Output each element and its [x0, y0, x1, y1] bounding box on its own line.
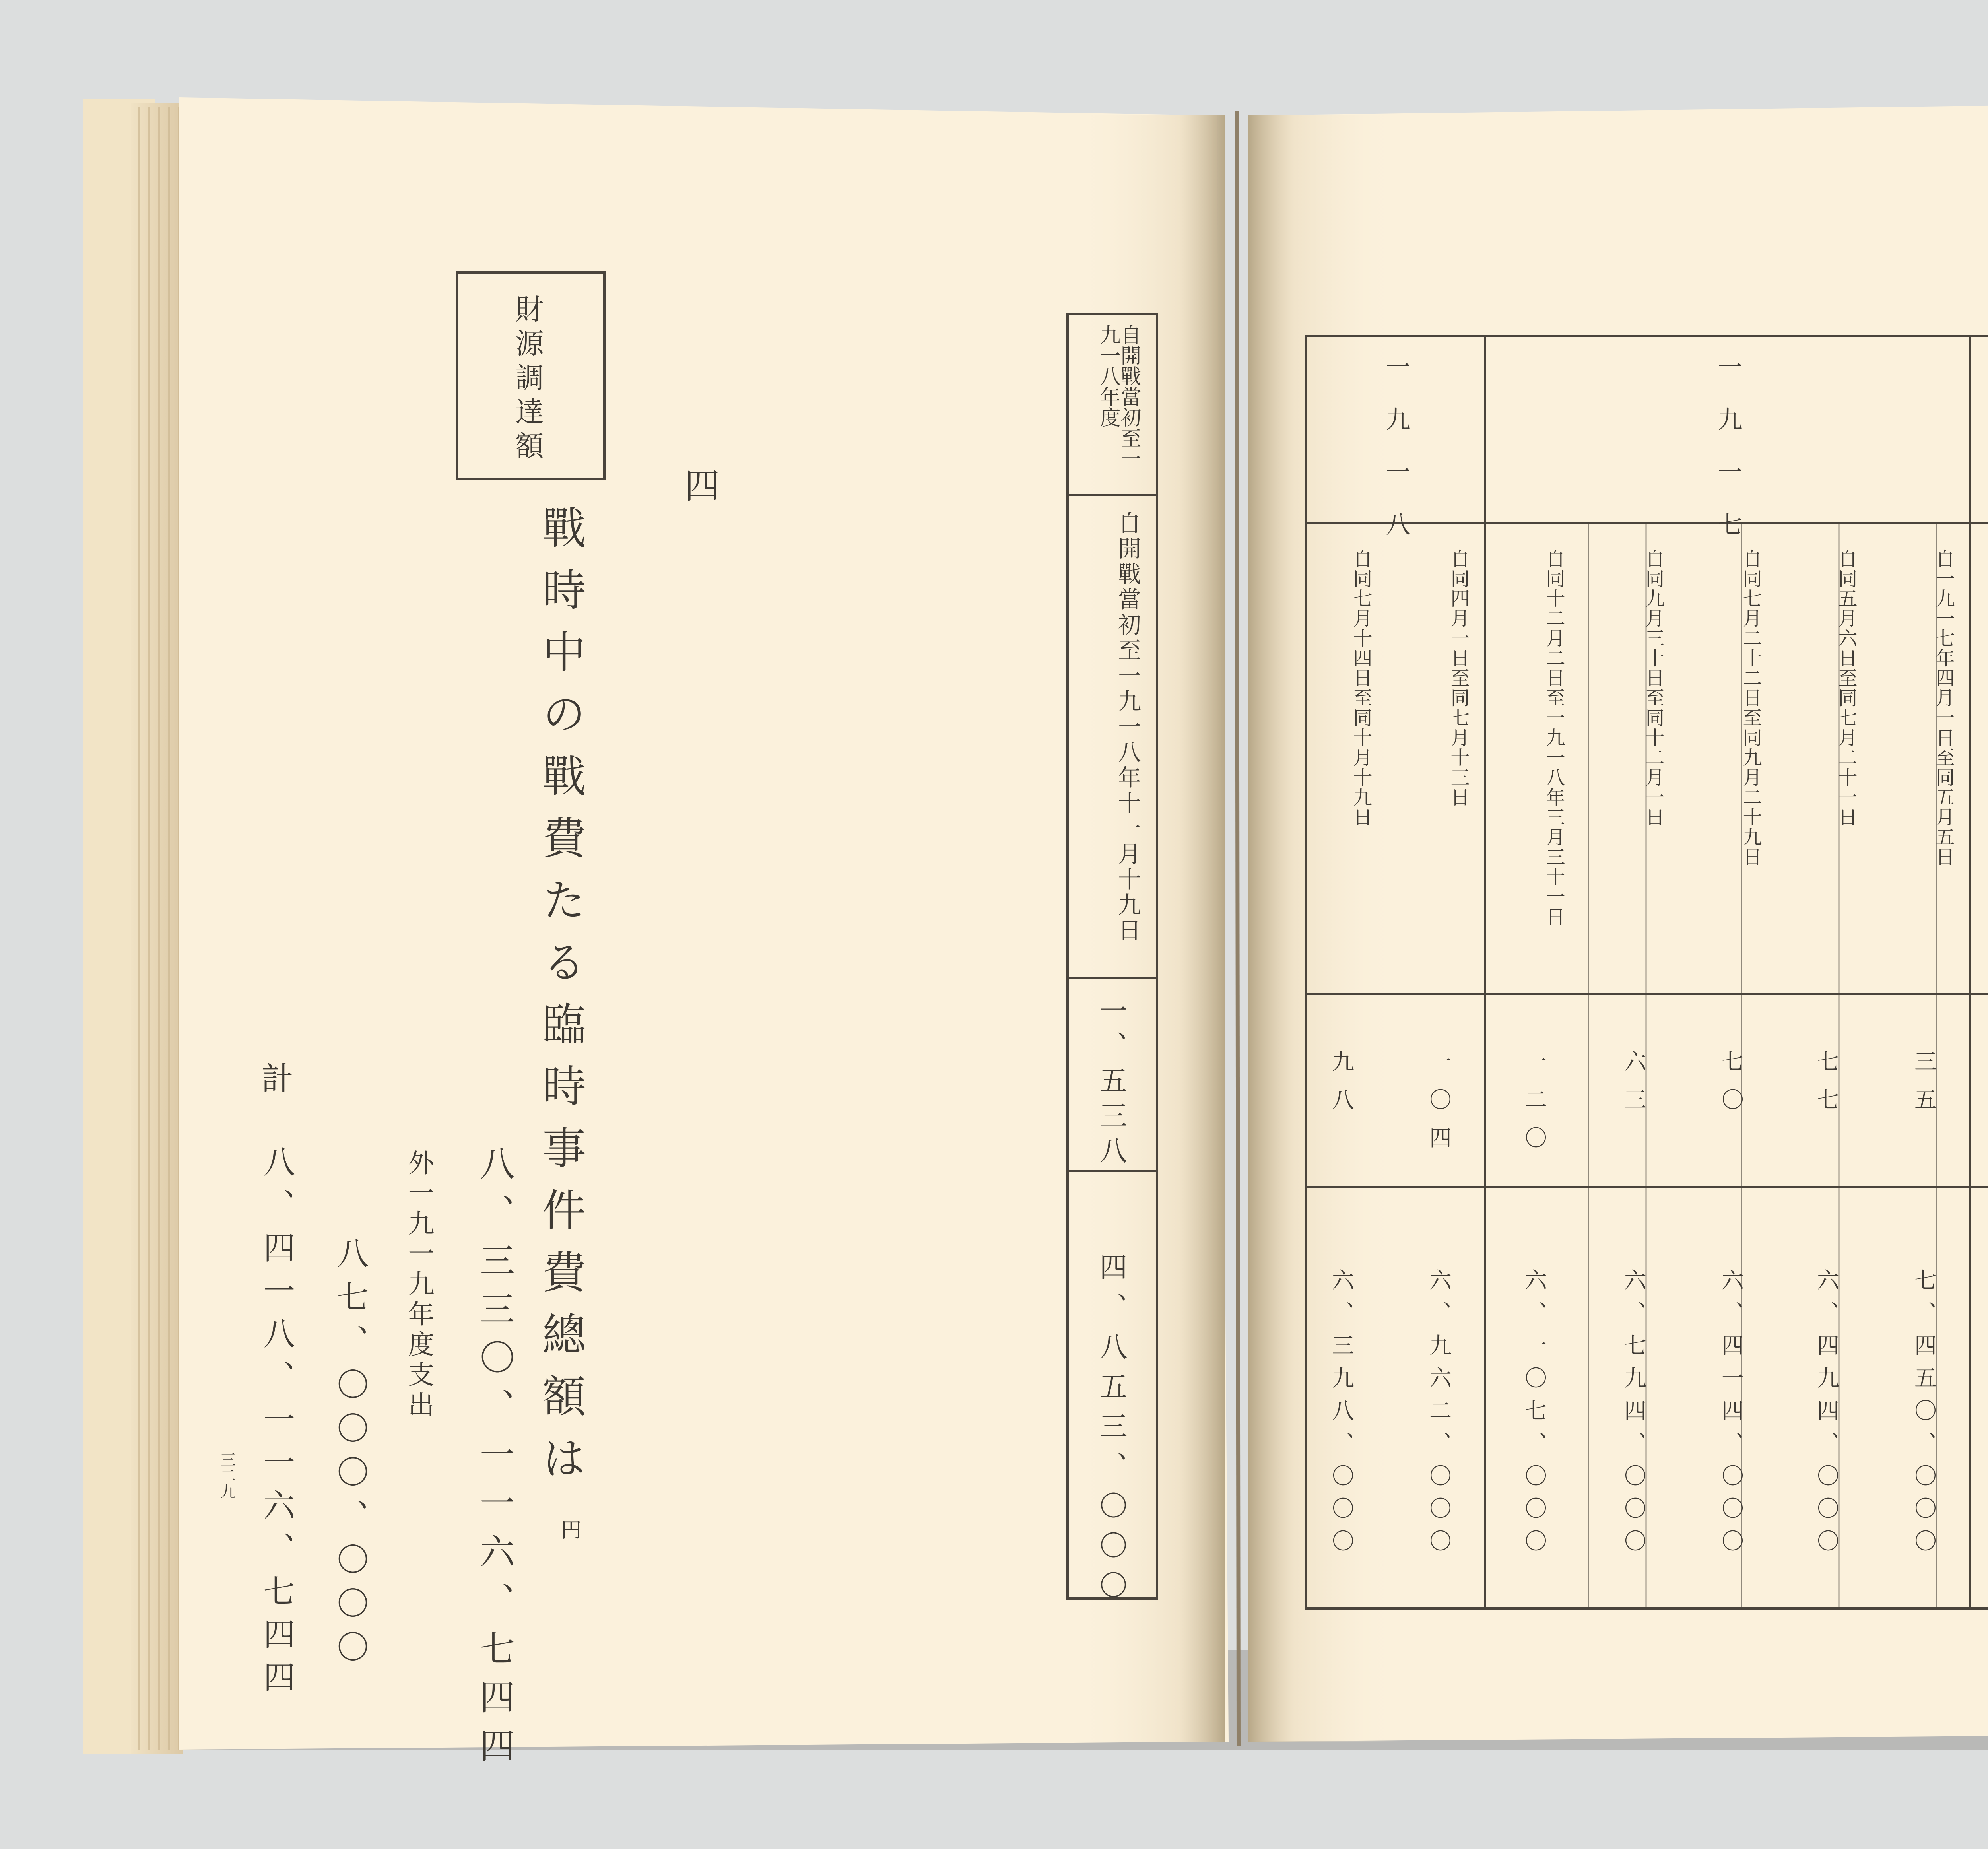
- period-cell: 自同七月十四日至同十月十九日: [1350, 549, 1372, 827]
- daily-cell: 六、一〇七、〇〇〇: [1521, 1268, 1547, 1562]
- side-period: 自開戰當初至一九一八年十一月十九日: [1114, 511, 1141, 944]
- daily-cell: 六、四九四、〇〇〇: [1813, 1268, 1839, 1562]
- period-cell: 自同四月一日至同七月十三日: [1447, 549, 1470, 807]
- days-cell: 一二〇: [1521, 1050, 1547, 1164]
- period-cell: 自同九月三十日至同十二月一日: [1642, 549, 1664, 827]
- period-cell: 自同五月六日至同七月二十一日: [1835, 549, 1857, 827]
- section-heading: 戰時中の戰費たる臨時事件費總額は: [535, 505, 586, 1497]
- days-cell: 九八: [1328, 1050, 1354, 1126]
- daily-cell: 六、四一四、〇〇〇: [1718, 1268, 1744, 1562]
- outside-value: 八七、〇〇〇、〇〇〇: [332, 1237, 369, 1674]
- sum-label: 計: [256, 1062, 293, 1093]
- days-cell: 三五: [1911, 1050, 1937, 1126]
- days-cell: 一〇四: [1426, 1050, 1452, 1164]
- days-cell: 七七: [1813, 1050, 1839, 1126]
- year-1917: 一九一七: [1714, 354, 1743, 564]
- period-cell: 自同十二月二日至一九一八年三月三十一日: [1543, 549, 1565, 926]
- side-days: 一、五三八: [1095, 996, 1128, 1171]
- days-cell: 六三: [1621, 1050, 1646, 1126]
- year-1918: 一九一八: [1382, 354, 1411, 564]
- side-daily: 四、八五三、〇〇〇: [1095, 1253, 1128, 1610]
- total-value: 八、三三〇、一一六、七四四: [474, 1145, 515, 1776]
- daily-cell: 七、四五〇、〇〇〇: [1911, 1268, 1937, 1562]
- period-cell: 自同七月二十二日至同九月二十九日: [1740, 549, 1762, 867]
- outside-note: 外一九一九年度支出: [404, 1149, 434, 1421]
- section-number: 四: [679, 467, 720, 502]
- daily-cell: 六、九六二、〇〇〇: [1426, 1268, 1452, 1562]
- total-unit: 円: [557, 1519, 581, 1540]
- fund-label-text: 財源調達額: [511, 294, 544, 465]
- period-cell: 自一九一七年四月一日至同五月五日: [1932, 549, 1955, 867]
- days-cell: 七〇: [1718, 1050, 1744, 1126]
- sum-value: 八、四一八、一一六、七四四: [258, 1145, 295, 1703]
- side-header: 自開戰當初至一九一八年度: [1096, 324, 1141, 469]
- left-page-number: 三二九: [217, 1451, 236, 1499]
- daily-cell: 六、三九八、〇〇〇: [1328, 1268, 1354, 1562]
- daily-cell: 六、七九四、〇〇〇: [1621, 1268, 1646, 1562]
